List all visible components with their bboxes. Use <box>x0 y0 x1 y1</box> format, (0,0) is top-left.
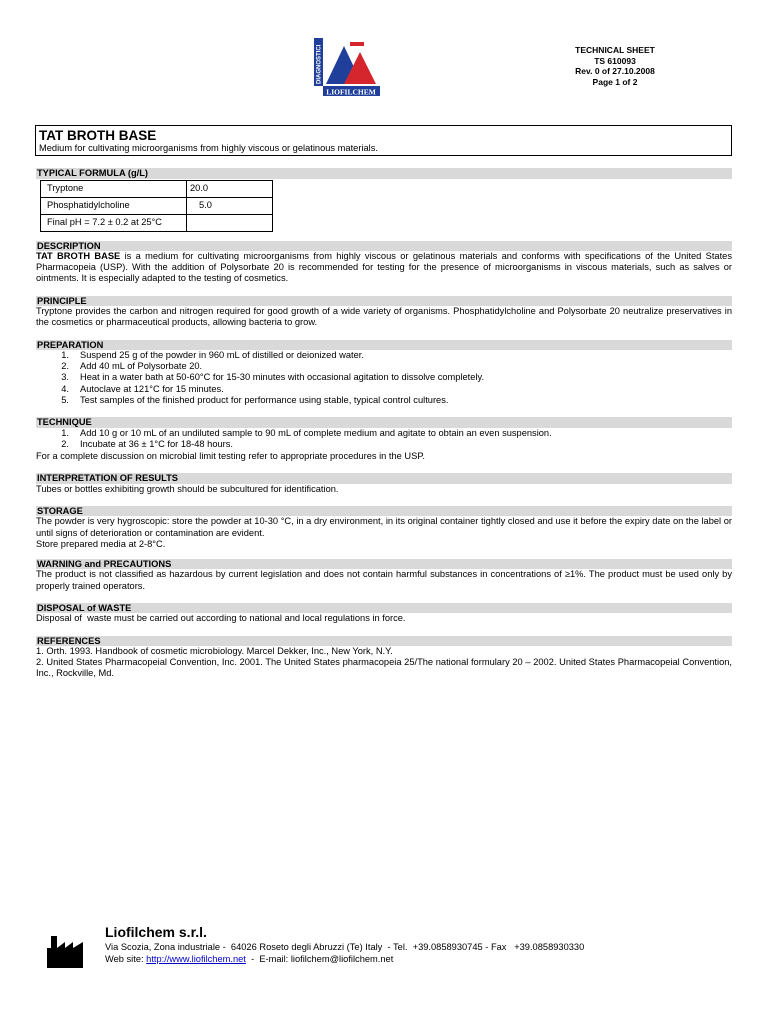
warning-heading: WARNING and PRECAUTIONS <box>36 559 732 570</box>
web-label: Web site: <box>105 954 147 964</box>
formula-value: 20.0 <box>187 180 273 197</box>
formula-heading: TYPICAL FORMULA (g/L) <box>36 168 732 179</box>
company-address: Via Scozia, Zona industriale - 64026 Roseto degli Abruzzi (Te) Italy - Tel. +39.0858930745 - Fax +39.0858930330 <box>105 942 585 952</box>
list-item: 3. Heat in a water bath at 50-60°C for 15-30 minutes with occasional agitation to dissolve completely. <box>61 372 485 383</box>
table-row <box>41 197 273 214</box>
technique-note: For a complete discussion on microbial limit testing refer to appropriate procedures in the USP. <box>36 450 425 461</box>
principle-heading: PRINCIPLE <box>36 296 732 307</box>
reference-item: 1. Orth. 1993. Handbook of cosmetic microbiology. Marcel Dekker, Inc., New York, N.Y. <box>36 646 393 657</box>
formula-name: Tryptone <box>41 180 187 197</box>
company-contacts <box>105 954 393 964</box>
storage-heading: STORAGE <box>36 506 732 517</box>
table-row <box>41 180 273 197</box>
preparation-heading: PREPARATION <box>36 340 732 351</box>
formula-name: Phosphatidylcholine <box>41 197 187 214</box>
doc-code: TS 610093 <box>594 55 636 66</box>
formula-value <box>187 214 273 231</box>
page-footer <box>47 922 747 972</box>
technique-heading: TECHNIQUE <box>36 417 732 428</box>
formula-value: 5.0 <box>187 197 273 214</box>
disposal-heading: DISPOSAL of WASTE <box>36 603 732 614</box>
list-item: 5. Test samples of the finished product for performance using stable, typical control cultures. <box>61 394 449 405</box>
storage-text-2: Store prepared media at 2-8°C. <box>36 538 166 549</box>
logo-text: LIOFILCHEM <box>326 87 376 96</box>
doc-revision: Rev. 0 of 27.10.2008 <box>575 66 655 76</box>
liofilchem-logo <box>314 38 380 96</box>
formula-name: Final pH = 7.2 ± 0.2 at 25°C <box>41 214 187 231</box>
email-text: - E-mail: liofilchem@liofilchem.net <box>245 954 394 964</box>
description-heading: DESCRIPTION <box>36 241 732 252</box>
formula-table <box>40 180 273 232</box>
list-item: 2. Incubate at 36 ± 1°C for 18-48 hours. <box>61 438 234 449</box>
product-title-box <box>35 125 732 156</box>
references-heading: REFERENCES <box>36 636 732 647</box>
factory-icon <box>47 936 83 968</box>
table-row <box>41 214 273 231</box>
description-body: is a medium for cultivating microorganisms from highly viscous or gelatinous materials and conforms with specifications of the United States Pharmacopeia (USP). With the addition of Polysorbate 20 is recommended for testing for the presence of microorganisms in viscous materials, such as salves or ointments. It is especially adapted to the testing of cosmetics. <box>36 251 732 284</box>
list-item: 4. Autoclave at 121°C for 15 minutes. <box>61 383 224 394</box>
technical-sheet-info <box>530 45 700 87</box>
list-item: 1. Suspend 25 g of the powder in 960 mL of distilled or deionized water. <box>61 350 364 361</box>
product-subtitle: Medium for cultivating microorganisms from highly viscous or gelatinous materials. <box>39 143 378 153</box>
storage-text: The powder is very hygroscopic: store the powder at 10-30 °C, in a dry environment, in its original container tightly closed and use it before the expiry date on the label or until signs of deterioration or contamination are evident. <box>36 516 732 538</box>
reference-item: 2. United States Pharmacopeial Convention, Inc. 2001. The United States pharmacopeia 25/The national formulary 20 – 2002. United States Pharmacopeial Convention, Inc., Rockville, Md. <box>36 657 732 679</box>
product-title: TAT BROTH BASE <box>39 128 157 143</box>
disposal-text: Disposal of waste must be carried out according to national and local regulations in force. <box>36 613 406 624</box>
company-name: Liofilchem s.r.l. <box>105 924 207 940</box>
website-link[interactable]: http://www.liofilchem.net <box>146 954 246 964</box>
svg-text:DIAGNOSTICI: DIAGNOSTICI <box>316 44 323 84</box>
description-text <box>36 251 732 285</box>
preparation-steps <box>36 350 732 406</box>
technique-steps <box>36 428 732 450</box>
warning-text: The product is not classified as hazardous by current legislation and does not contain harmful substances in concentrations of ≥1%. The product must be used only by properly trained operators. <box>36 569 732 591</box>
list-item: 1. Add 10 g or 10 mL of an undiluted sample to 90 mL of complete medium and agitate to obtain an even suspension. <box>61 427 552 438</box>
list-item: 2. Add 40 mL of Polysorbate 20. <box>61 361 203 372</box>
principle-text: Tryptone provides the carbon and nitrogen required for good growth of a wide variety of organisms. Phosphatidylcholine and Polysorbate 20 neutralize preservatives in the cosmetics or pharmaceutical products, allowing bacteria to grow. <box>36 306 732 328</box>
interpretation-text: Tubes or bottles exhibiting growth should be subcultured for identification. <box>36 483 339 494</box>
doc-page: Page 1 of 2 <box>592 76 638 87</box>
description-lead: TAT BROTH BASE <box>36 251 121 261</box>
document-body <box>36 168 732 680</box>
doc-type: TECHNICAL SHEET <box>575 45 655 55</box>
interpretation-heading: INTERPRETATION OF RESULTS <box>36 473 732 484</box>
